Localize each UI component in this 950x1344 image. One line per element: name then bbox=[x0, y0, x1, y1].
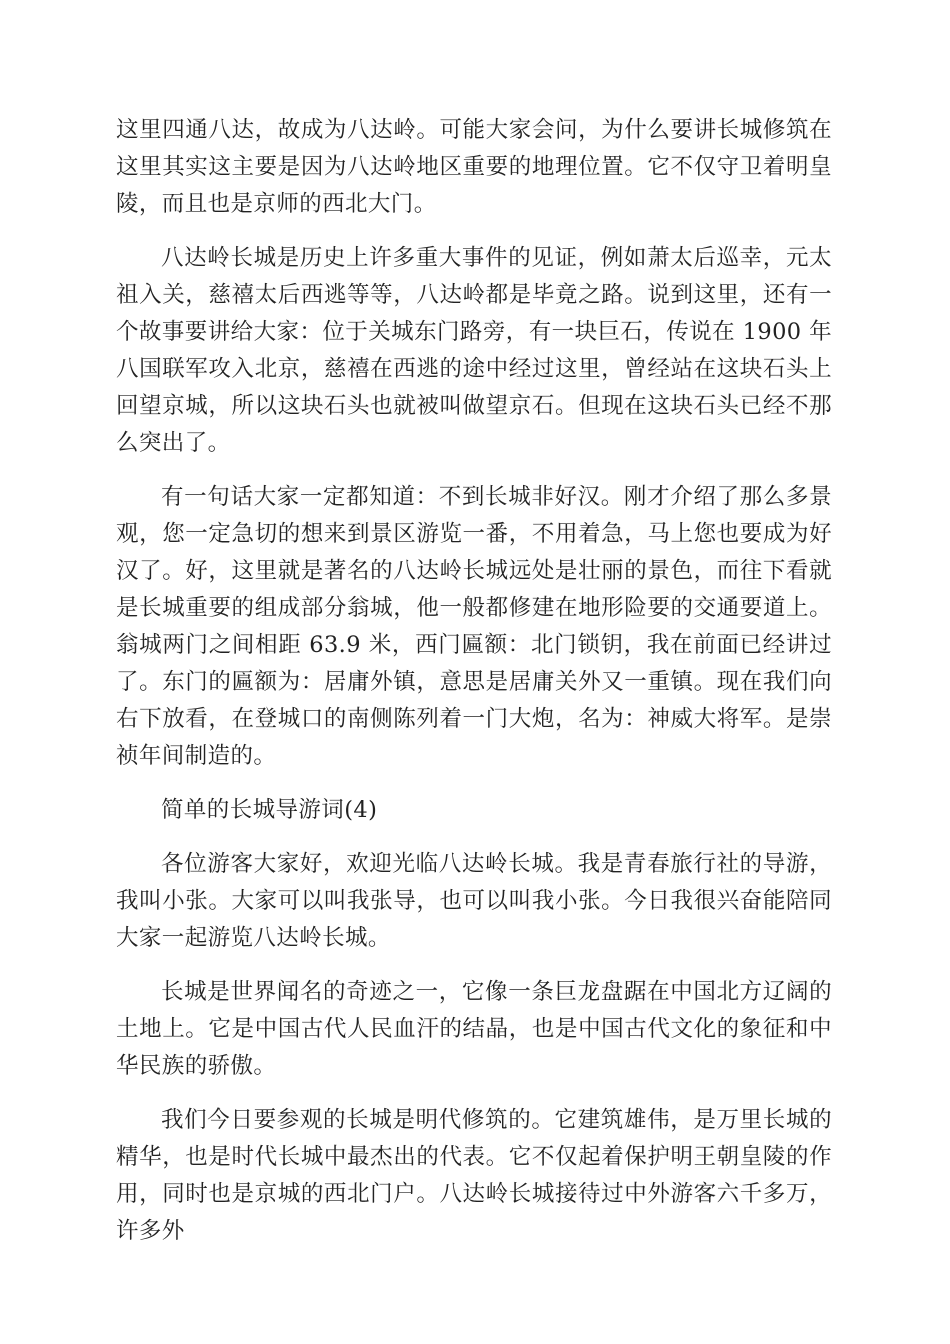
section-heading: 简单的长城导游词(4) bbox=[161, 797, 378, 823]
paragraph-great-wall-wonder: 长城是世界闻名的奇迹之一，它像一条巨龙盘踞在中国北方辽阔的土地上。它是中国古代人民血汗的结晶，也是中国古代文化的象征和中华民族的骄傲。 bbox=[116, 979, 832, 1079]
paragraph-welcome: 各位游客大家好，欢迎光临八达岭长城。我是青春旅行社的导游，我叫小张。大家可以叫我张导，也可以叫我小张。今日我很兴奋能陪同大家一起游览八达岭长城。 bbox=[116, 851, 832, 951]
paragraph-ming-dynasty-wall: 我们今日要参观的长城是明代修筑的。它建筑雄伟，是万里长城的精华，也是时代长城中最杰出的代表。它不仅起着保护明王朝皇陵的作用，同时也是京城的西北门户。八达岭长城接待过中外游客六千多万，许多外 bbox=[116, 1107, 832, 1244]
document-body bbox=[116, 112, 832, 1267]
paragraph-continued-intro: 这里四通八达，故成为八达岭。可能大家会问，为什么要讲长城修筑在这里其实这主要是因为八达岭地区重要的地理位置。它不仅守卫着明皇陵，而且也是京师的西北大门。 bbox=[116, 117, 832, 217]
paragraph-weng-city: 有一句话大家一定都知道：不到长城非好汉。刚才介绍了那么多景观，您一定急切的想来到景区游览一番，不用着急，马上您也要成为好汉了。好，这里就是著名的八达岭长城远处是壮丽的景色，而往下看就是长城重要的组成部分翁城，他一般都修建在地形险要的交通要道上。翁城两门之间相距 63.9 米，西门匾额：北门锁钥，我在前面已经讲过了。东门的匾额为：居庸外镇，意思是居庸关外又一重镇。现在我们向右下放看，在登城口的南侧陈列着一门大炮，名为：神威大将军。是崇祯年间制造的。 bbox=[116, 484, 832, 769]
paragraph-historical-events: 八达岭长城是历史上许多重大事件的见证，例如萧太后巡幸，元太祖入关，慈禧太后西逃等等，八达岭都是毕竟之路。说到这里，还有一个故事要讲给大家：位于关城东门路旁，有一块巨石，传说在 1900 年八国联军攻入北京，慈禧在西逃的途中经过这里，曾经站在这块石头上回望京城，所以这块石头也就被叫做望京石。但现在这块石头已经不那么突出了。 bbox=[116, 245, 832, 456]
